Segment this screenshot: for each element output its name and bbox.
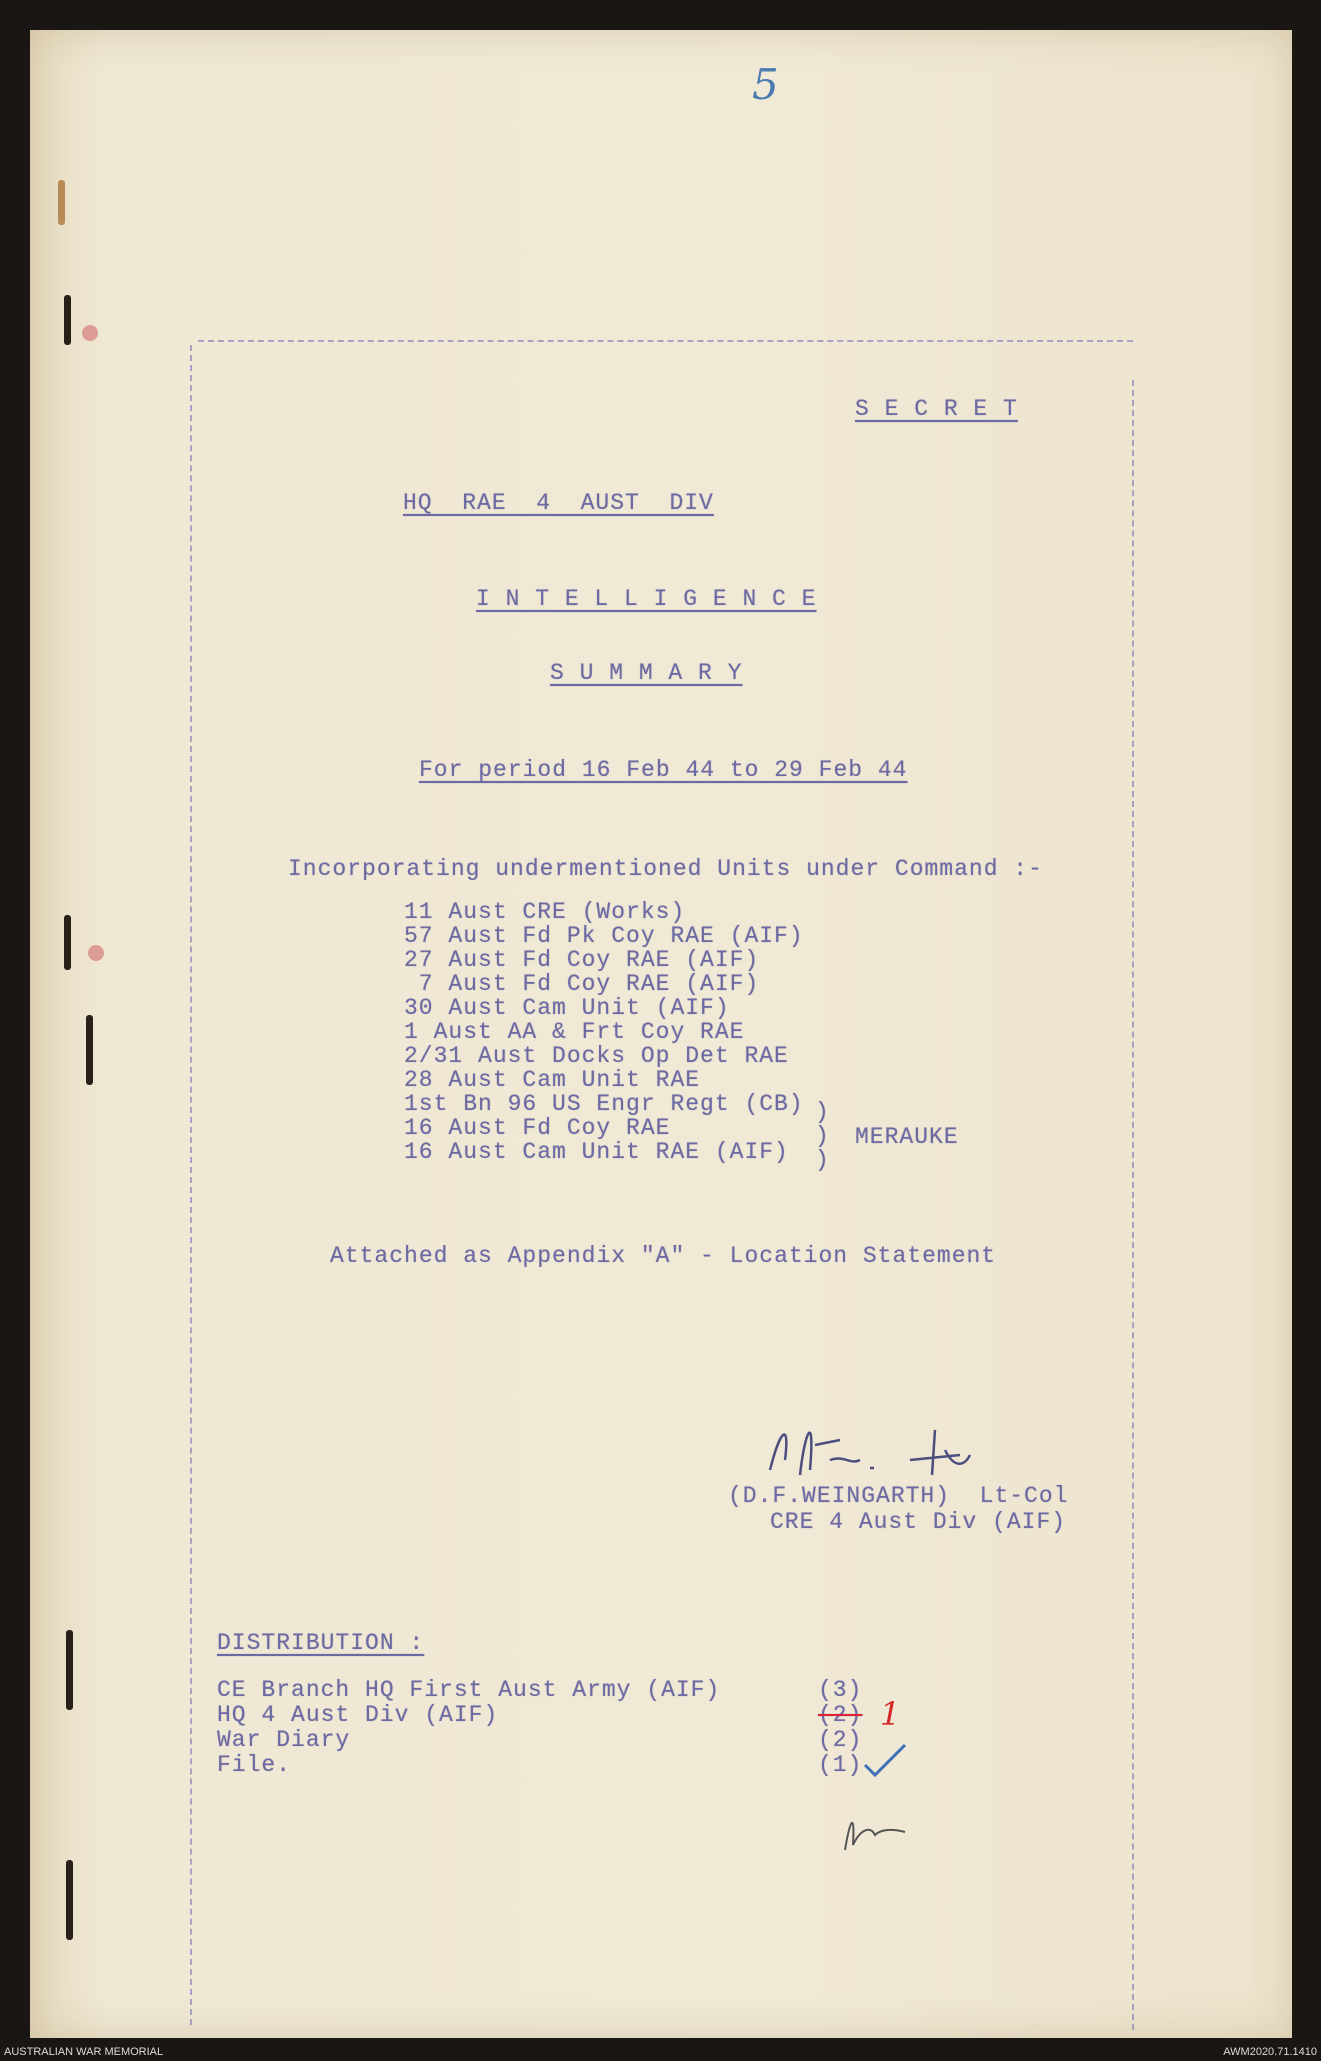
border-top bbox=[198, 340, 1133, 342]
punch-hole bbox=[86, 1015, 93, 1085]
border-right bbox=[1132, 380, 1134, 2030]
distribution-recipient: HQ 4 Aust Div (AIF) bbox=[217, 1702, 499, 1728]
footer-left: AUSTRALIAN WAR MEMORIAL bbox=[4, 2046, 164, 2058]
distribution-list bbox=[217, 1678, 720, 1778]
punch-hole bbox=[64, 915, 71, 970]
border-left bbox=[190, 345, 192, 2025]
punch-hole bbox=[66, 1860, 73, 1940]
distribution-recipient: War Diary bbox=[217, 1727, 351, 1753]
signature-name: (D.F.WEINGARTH) Lt-Col bbox=[728, 1483, 1069, 1509]
copies-count: (1) bbox=[818, 1752, 863, 1778]
unit-item: 28 Aust Cam Unit RAE bbox=[404, 1067, 701, 1093]
unit-item: 30 Aust Cam Unit (AIF) bbox=[404, 995, 730, 1021]
copies-count: (2) bbox=[818, 1702, 863, 1728]
unit-item: 1 Aust AA & Frt Coy RAE bbox=[404, 1019, 745, 1045]
initials-scribble-icon bbox=[835, 1800, 915, 1860]
footer-right: AWM2020.71.1410 bbox=[1223, 2046, 1317, 2058]
punch-hole bbox=[58, 180, 65, 225]
unit-item: 11 Aust CRE (Works) bbox=[404, 899, 686, 925]
period-line: For period 16 Feb 44 to 29 Feb 44 bbox=[419, 757, 908, 783]
pin-mark bbox=[82, 325, 98, 341]
unit-item: 27 Aust Fd Coy RAE (AIF) bbox=[404, 947, 760, 973]
unit-item: 57 Aust Fd Pk Coy RAE (AIF) bbox=[404, 923, 804, 949]
punch-hole bbox=[64, 295, 71, 345]
unit-item: 1st Bn 96 US Engr Regt (CB) bbox=[404, 1091, 804, 1117]
punch-hole bbox=[66, 1630, 73, 1710]
title-summary: S U M M A R Y bbox=[550, 660, 743, 686]
unit-item: 2/31 Aust Docks Op Det RAE bbox=[404, 1043, 789, 1069]
copies-count: (2) bbox=[818, 1727, 863, 1753]
checkmark-icon bbox=[860, 1740, 910, 1780]
signature-title: CRE 4 Aust Div (AIF) bbox=[770, 1509, 1067, 1535]
intro-line: Incorporating undermentioned Units under Command :- bbox=[288, 856, 1043, 882]
correction-mark: 1 bbox=[880, 1695, 901, 1733]
signature-icon bbox=[760, 1400, 1020, 1490]
title-intelligence: I N T E L L I G E N C E bbox=[476, 586, 817, 612]
distribution-copies bbox=[818, 1678, 862, 1778]
page-number: 5 bbox=[752, 60, 779, 109]
unit-item: 16 Aust Cam Unit RAE (AIF) bbox=[404, 1139, 789, 1165]
distribution-heading: DISTRIBUTION : bbox=[217, 1630, 425, 1656]
copies-count: (3) bbox=[818, 1677, 863, 1703]
unit-item: 16 Aust Fd Coy RAE bbox=[404, 1115, 671, 1141]
header-unit: HQ RAE 4 AUST DIV bbox=[403, 490, 714, 516]
unit-list bbox=[404, 900, 804, 1164]
distribution-recipient: File. bbox=[217, 1752, 292, 1778]
pin-mark bbox=[88, 945, 104, 961]
distribution-recipient: CE Branch HQ First Aust Army (AIF) bbox=[217, 1677, 721, 1703]
appendix-line: Attached as Appendix "A" - Location Statement bbox=[330, 1243, 997, 1269]
unit-item: 7 Aust Fd Coy RAE (AIF) bbox=[404, 971, 760, 997]
classification-label: S E C R E T bbox=[855, 396, 1018, 422]
merauke-label: MERAUKE bbox=[855, 1124, 959, 1150]
bracket: ) ) ) bbox=[815, 1099, 830, 1173]
